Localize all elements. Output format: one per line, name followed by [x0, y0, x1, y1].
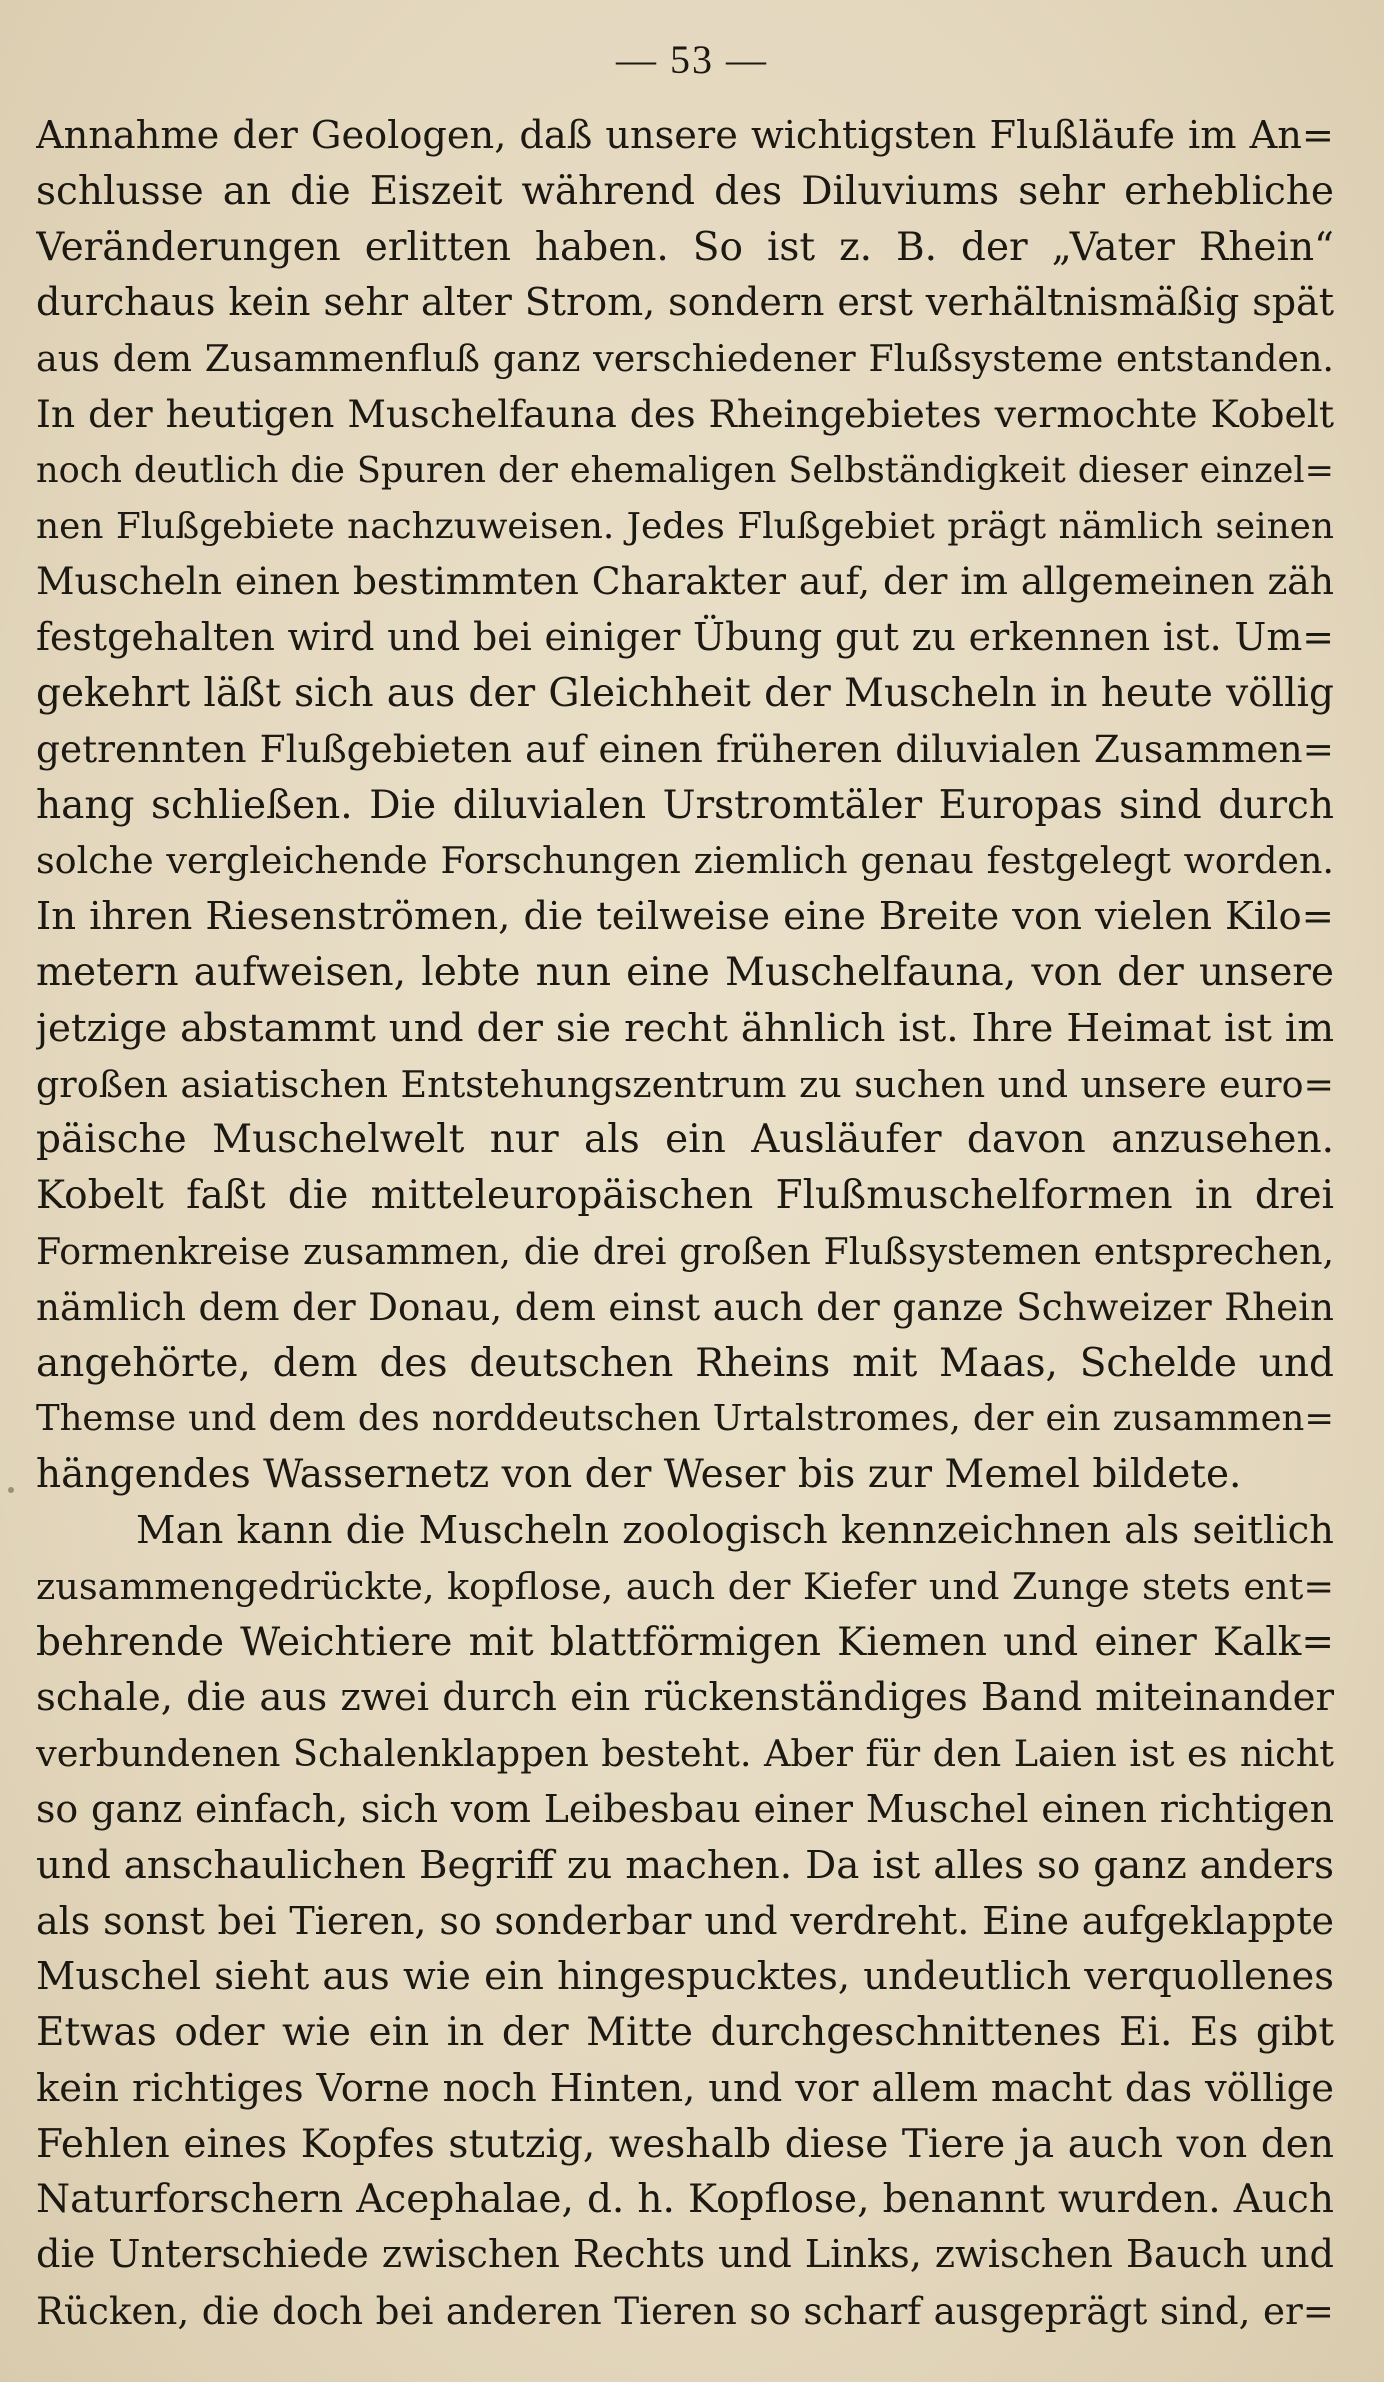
text-line: Annahme der Geologen, daß unsere wichtigsten Flußläufe im An=: [36, 113, 1334, 158]
paper-speck: [8, 1487, 14, 1493]
text-line: angehörte, dem des deutschen Rheins mit Maas, Schelde und: [36, 1340, 1334, 1386]
text-line: verbundenen Schalenklappen besteht. Aber für den Laien ist es nicht: [36, 1732, 1334, 1776]
text-line: festgehalten wird und bei einiger Übung gut zu erkennen ist. Um=: [36, 615, 1334, 660]
text-line: Man kann die Muscheln zoologisch kennzeichnen als seitlich: [136, 1507, 1334, 1553]
text-line: nämlich dem der Donau, dem einst auch der ganze Schweizer Rhein: [36, 1284, 1334, 1329]
text-line: schlusse an die Eiszeit während des Diluviums sehr erhebliche: [36, 168, 1334, 214]
text-line: solche vergleichende Forschungen ziemlich genau festgelegt worden.: [36, 839, 1334, 883]
text-line: jetzige abstammt und der sie recht ähnlich ist. Ihre Heimat ist im: [36, 1005, 1334, 1051]
text-line: kein richtiges Vorne noch Hinten, und vor allem macht das völlige: [36, 2065, 1334, 2111]
text-line: päische Muschelwelt nur als ein Ausläufer davon anzusehen.: [36, 1117, 1334, 1163]
text-line: durchaus kein sehr alter Strom, sondern erst verhältnismäßig spät: [36, 280, 1334, 325]
text-line: Etwas oder wie ein in der Mitte durchgeschnittenes Ei. Es gibt: [36, 2010, 1334, 2056]
text-line: hängendes Wassernetz von der Weser bis zur Memel bildete.: [36, 1452, 1242, 1498]
text-line: so ganz einfach, sich vom Leibesbau einer Muschel einen richtigen: [36, 1786, 1334, 1831]
text-line: und anschaulichen Begriff zu machen. Da ist alles so ganz anders: [36, 1842, 1334, 1888]
text-line: als sonst bei Tieren, so sonderbar und verdreht. Eine aufgeklappte: [36, 1898, 1334, 1943]
text-line: getrennten Flußgebieten auf einen früheren diluvialen Zusammen=: [36, 726, 1334, 771]
body-text: [36, 108, 1334, 2340]
text-line: gekehrt läßt sich aus der Gleichheit der Muscheln in heute völlig: [36, 670, 1334, 716]
text-line: Fehlen eines Kopfes stutzig, weshalb diese Tiere ja auch von den: [36, 2121, 1334, 2167]
text-line: Muschel sieht aus wie ein hingespucktes, undeutlich verquollenes: [36, 1954, 1334, 2000]
text-line: schale, die aus zwei durch ein rückenständiges Band miteinander: [36, 1675, 1334, 1721]
text-line: die Unterschiede zwischen Rechts und Links, zwischen Bauch und: [36, 2233, 1334, 2278]
text-line: hang schließen. Die diluvialen Urstromtäler Europas sind durch: [36, 782, 1334, 828]
text-line: noch deutlich die Spuren der ehemaligen Selbständigkeit dieser einzel=: [36, 449, 1334, 491]
text-line: zusammengedrückte, kopflose, auch der Kiefer und Zunge stets ent=: [36, 1564, 1334, 1608]
text-line: Themse und dem des norddeutschen Urtalstromes, der ein zusammen=: [36, 1398, 1334, 1440]
text-line: In ihren Riesenströmen, die teilweise eine Breite von vielen Kilo=: [36, 894, 1334, 940]
text-line: metern aufweisen, lebte nun eine Muschelfauna, von der unsere: [36, 949, 1334, 995]
text-line: nen Flußgebiete nachzuweisen. Jedes Flußgebiet prägt nämlich seinen: [36, 505, 1334, 547]
paragraph-1: [36, 108, 1334, 1503]
page-number: — 53 —: [616, 37, 768, 82]
text-line: Naturforschern Acephalae, d. h. Kopflose, benannt wurden. Auch: [36, 2177, 1334, 2223]
paragraph-2: [36, 1503, 1334, 2340]
text-line: Kobelt faßt die mitteleuropäischen Flußmuschelformen in drei: [36, 1173, 1334, 1219]
text-line: Formenkreise zusammen, die drei großen Flußsystemen entsprechen,: [36, 1229, 1334, 1273]
text-line: Veränderungen erlitten haben. So ist z. B. der „Vater Rhein“: [36, 224, 1334, 270]
text-line: großen asiatischen Entstehungszentrum zu suchen und unsere euro=: [36, 1062, 1334, 1106]
text-line: aus dem Zusammenfluß ganz verschiedener Flußsysteme entstanden.: [36, 337, 1334, 381]
text-line: Muscheln einen bestimmten Charakter auf, der im allgemeinen zäh: [36, 559, 1334, 604]
text-line: behrende Weichtiere mit blattförmigen Kiemen und einer Kalk=: [36, 1619, 1334, 1665]
text-line: In der heutigen Muschelfauna des Rheingebietes vermochte Kobelt: [36, 391, 1334, 436]
text-line: Rücken, die doch bei anderen Tieren so scharf ausgeprägt sind, er=: [36, 2289, 1334, 2334]
